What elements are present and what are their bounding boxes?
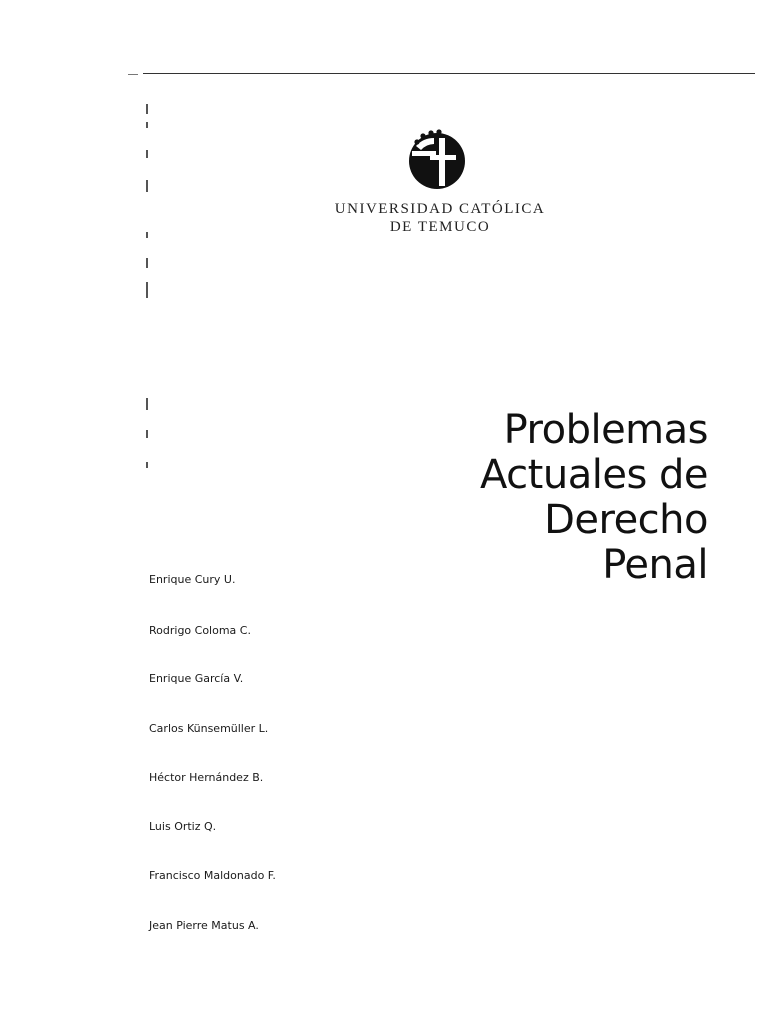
- institution-line-1: UNIVERSIDAD CATÓLICA: [334, 201, 546, 217]
- book-title: [348, 408, 708, 588]
- top-rule: [143, 73, 755, 74]
- scan-mark: [146, 180, 148, 192]
- title-line-1: Problemas: [503, 407, 708, 453]
- scan-mark: [146, 282, 148, 298]
- author-name: Carlos Künsemüller L.: [149, 722, 269, 735]
- scan-mark: [146, 258, 148, 268]
- author-name: Francisco Maldonado F.: [149, 869, 276, 882]
- author-name: Luis Ortiz Q.: [149, 820, 217, 833]
- scan-mark: [146, 398, 148, 410]
- institution-name: [300, 200, 580, 236]
- top-rule-dash: [128, 74, 138, 75]
- scan-mark: [146, 232, 148, 238]
- author-name: Enrique Cury U.: [149, 573, 236, 586]
- title-line-4: Penal: [602, 542, 708, 588]
- scan-mark: [146, 150, 148, 158]
- scan-mark: [146, 104, 148, 114]
- author-name: Enrique García V.: [149, 672, 244, 685]
- scan-mark: [146, 462, 148, 468]
- title-line-2: Actuales de: [480, 452, 708, 498]
- scan-mark: [146, 122, 148, 128]
- title-line-3: Derecho: [544, 497, 708, 543]
- author-name: Héctor Hernández B.: [149, 771, 264, 784]
- institution-line-2: DE TEMUCO: [389, 219, 491, 235]
- author-name: Jean Pierre Matus A.: [149, 919, 259, 932]
- scan-mark: [146, 430, 148, 438]
- university-crest-icon: [404, 128, 470, 190]
- author-name: Rodrigo Coloma C.: [149, 624, 251, 637]
